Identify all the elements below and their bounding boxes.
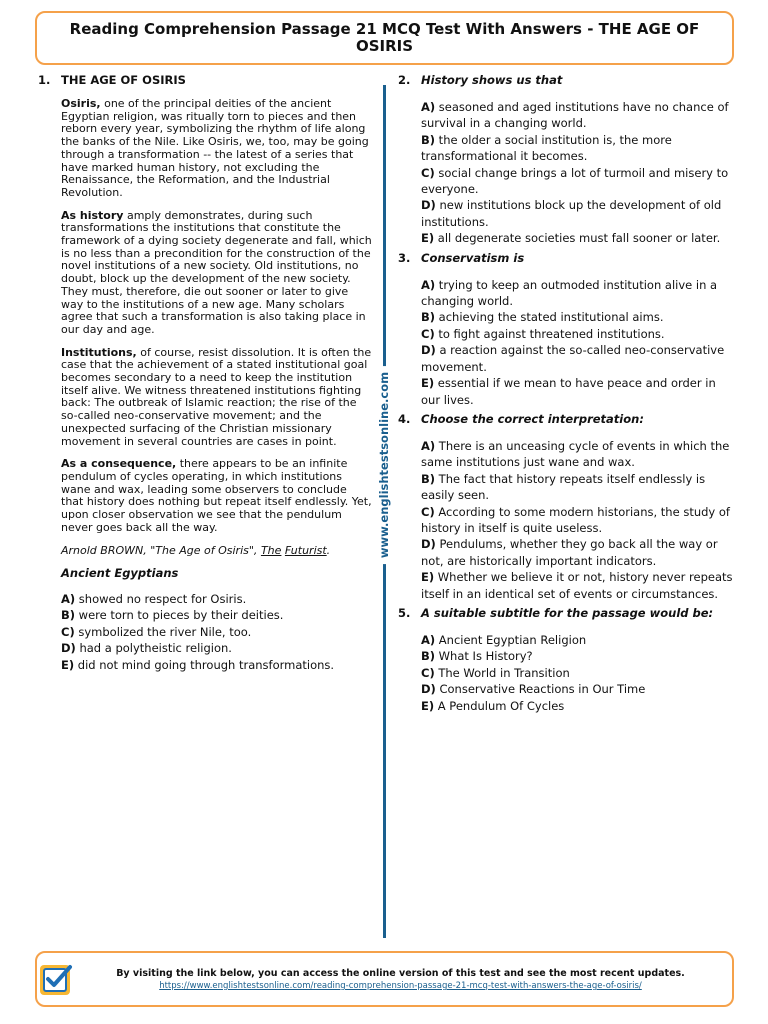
option-text: What Is History? <box>435 649 533 664</box>
question-number: 3. <box>398 250 411 265</box>
option-letter: A) <box>421 100 436 114</box>
option-letter: E) <box>421 231 435 246</box>
option-text: A Pendulum Of Cycles <box>434 698 565 713</box>
option-text: trying to keep an outmoded institution alive in a changing world. <box>421 277 718 309</box>
paragraph-lead: As history <box>61 208 124 222</box>
passage-paragraph <box>61 98 372 200</box>
paragraph-text: amply demonstrates, during such transformations the institutions that constitute the framework of a dying society degenerate and fall, which is no less than a precondition for the construction of the novel institutions of a new society. Old institutions, no doubt, block up the development of the new society. They must, therefore, die out sooner or later to give way to the institutions of a new age. Many scholars agree that such a transformation is also taking place in our day and age. <box>61 208 372 336</box>
answer-option[interactable] <box>421 99 738 132</box>
option-letter: A) <box>421 438 436 453</box>
option-letter: A) <box>421 632 436 647</box>
answer-option[interactable] <box>421 648 738 664</box>
source-author: Arnold BROWN, "The Age of Osiris", <box>61 543 258 557</box>
option-text: did not mind going through transformations. <box>74 657 335 672</box>
passage-title: THE AGE OF OSIRIS <box>61 73 186 87</box>
answer-option[interactable] <box>421 504 738 537</box>
option-text: The World in Transition <box>434 665 570 680</box>
question-5-header <box>398 605 738 621</box>
online-version-link[interactable]: https://www.englishtestsonline.com/reading-comprehension-passage-21-mcq-test-with-answers-the-age-of-osiris/ <box>159 981 642 991</box>
option-letter: C) <box>61 624 75 639</box>
question-5-options <box>398 632 738 714</box>
answer-option[interactable] <box>421 326 738 342</box>
answer-option[interactable] <box>61 657 372 673</box>
source-end: . <box>326 543 331 557</box>
paragraph-lead: Osiris, <box>61 97 101 110</box>
passage-source <box>61 545 372 558</box>
option-letter: D) <box>61 641 76 656</box>
answer-option[interactable] <box>421 342 738 375</box>
option-letter: A) <box>421 277 436 292</box>
passage-paragraph <box>61 458 372 534</box>
answer-option[interactable] <box>421 132 738 165</box>
page-title: Reading Comprehension Passage 21 MCQ Test With Answers - THE AGE OF OSIRIS <box>69 20 700 55</box>
option-text: seasoned and aged institutions have no chance of survival in a changing world. <box>421 100 729 131</box>
option-letter: D) <box>421 198 436 213</box>
question-stem: History shows us that <box>421 73 563 87</box>
option-letter: B) <box>421 649 436 664</box>
answer-option[interactable] <box>421 569 738 602</box>
answer-option[interactable] <box>61 640 372 656</box>
option-text: all degenerate societies must fall sooner or later. <box>434 231 721 246</box>
passage <box>38 98 372 580</box>
option-letter: C) <box>421 326 435 341</box>
question-number: 5. <box>398 605 411 620</box>
option-text: essential if we mean to have peace and order in our lives. <box>421 376 716 407</box>
answer-option[interactable] <box>421 632 738 648</box>
question-number: 1. <box>38 73 51 87</box>
answer-option[interactable] <box>421 309 738 325</box>
option-letter: D) <box>421 682 436 697</box>
answer-option[interactable] <box>61 607 372 623</box>
option-letter: E) <box>421 570 435 585</box>
question-3-options <box>398 277 738 408</box>
option-text: According to some modern historians, the study of history in itself is quite useless. <box>421 504 730 535</box>
question-4-header <box>398 411 738 427</box>
option-text: Whether we believe it or not, history never repeats itself in an identical set of events or circumstances. <box>421 570 733 601</box>
paragraph-text: there appears to be an infinite pendulum of cycles operating, in which institutions wane and wax, leading some observers to conclude that history does nothing but repeat itself endlessly. Yet, upon closer observation we see that the pendulum never goes back all the way. <box>61 457 372 534</box>
option-text: the older a social institution is, the more transformational it becomes. <box>421 132 672 164</box>
option-letter: C) <box>421 665 435 680</box>
footer-note: By visiting the link below, you can access the online version of this test and see the most recent updates. <box>116 968 685 979</box>
option-letter: A) <box>61 591 76 606</box>
option-letter: D) <box>421 537 436 552</box>
option-text: had a polytheistic religion. <box>75 641 232 656</box>
option-letter: B) <box>421 132 436 147</box>
question-stem: Conservatism is <box>421 250 525 265</box>
answer-option[interactable] <box>421 665 738 681</box>
paragraph-text: of course, resist dissolution. It is often the case that the achievement of a stated institutional goal becomes secondary to a need to keep the institution itself alive. We witness threatened institutions fighting back: The outbreak of Islamic reaction; the rise of the so-called neo-conservative movement; and the unexpected surfacing of the Christian missionary movement in several countries are cases in point. <box>61 345 372 448</box>
answer-option[interactable] <box>421 536 738 569</box>
paragraph-lead: Institutions, <box>61 345 137 359</box>
side-url: www.englishtestsonline.com <box>377 366 391 564</box>
question-1-header <box>38 72 372 88</box>
answer-option[interactable] <box>61 591 372 607</box>
source-publication: Futurist <box>284 543 327 557</box>
source-the: The <box>260 543 282 557</box>
option-text: Pendulums, whether they go back all the way or not, are historically important indicators. <box>421 537 718 568</box>
right-column <box>398 72 738 714</box>
paragraph-lead: As a consequence, <box>61 457 177 471</box>
option-letter: E) <box>421 698 435 713</box>
option-letter: C) <box>421 504 435 519</box>
answer-option[interactable] <box>421 165 738 198</box>
passage-paragraph <box>61 210 372 337</box>
option-text: achieving the stated institutional aims. <box>435 310 664 325</box>
answer-option[interactable] <box>421 698 738 714</box>
question-2-header <box>398 72 738 88</box>
answer-option[interactable] <box>421 681 738 697</box>
question-stem: Choose the correct interpretation: <box>421 411 644 426</box>
option-text: There is an unceasing cycle of events in which the same institutions just wane and wax. <box>421 438 730 470</box>
footer-text <box>77 967 724 992</box>
answer-option[interactable] <box>421 438 738 471</box>
footer-box <box>35 951 734 1007</box>
question-1-stem: Ancient Egyptians <box>61 566 179 581</box>
answer-option[interactable] <box>421 197 738 230</box>
option-letter: E) <box>421 376 435 391</box>
answer-option[interactable] <box>421 230 738 246</box>
option-text: were torn to pieces by their deities. <box>75 608 284 623</box>
option-text: Conservative Reactions in Our Time <box>435 682 646 697</box>
checkbox-check-icon <box>39 962 73 996</box>
question-number: 4. <box>398 411 411 426</box>
question-3-header <box>398 250 738 266</box>
title-box <box>35 11 734 65</box>
option-text: new institutions block up the development of old institutions. <box>421 198 722 229</box>
answer-option[interactable] <box>61 624 372 640</box>
question-stem: A suitable subtitle for the passage would be: <box>421 605 714 620</box>
answer-option[interactable] <box>421 277 738 310</box>
option-letter: B) <box>61 608 76 623</box>
option-text: Ancient Egyptian Religion <box>435 632 587 647</box>
option-text: social change brings a lot of turmoil and misery to everyone. <box>421 165 729 197</box>
answer-option[interactable] <box>421 375 738 408</box>
option-letter: C) <box>421 165 435 180</box>
option-letter: B) <box>421 310 436 325</box>
answer-option[interactable] <box>421 471 738 504</box>
option-letter: E) <box>61 657 75 672</box>
question-1-options <box>38 591 372 673</box>
option-letter: B) <box>421 471 436 486</box>
passage-paragraph <box>61 347 372 449</box>
left-column <box>38 72 372 673</box>
option-text: to fight against threatened institutions. <box>434 326 665 341</box>
question-2-options <box>398 99 738 247</box>
question-number: 2. <box>398 73 411 87</box>
option-text: showed no respect for Osiris. <box>75 591 247 606</box>
paragraph-text: one of the principal deities of the ancient Egyptian religion, was ritually torn to pieces and then reborn every year, symbolizing the rhythm of life along the banks of the Nile. Like Osiris, we, too, may be going through a transformation -- the latest of a series that have marked human history, not excluding the Renaissance, the Reformation, and the Industrial Revolution. <box>61 97 369 199</box>
option-text: symbolized the river Nile, too. <box>74 624 252 639</box>
option-text: a reaction against the so-called neo-conservative movement. <box>421 343 725 374</box>
question-4-options <box>398 438 738 602</box>
option-letter: D) <box>421 343 436 358</box>
option-text: The fact that history repeats itself endlessly is easily seen. <box>421 471 706 503</box>
